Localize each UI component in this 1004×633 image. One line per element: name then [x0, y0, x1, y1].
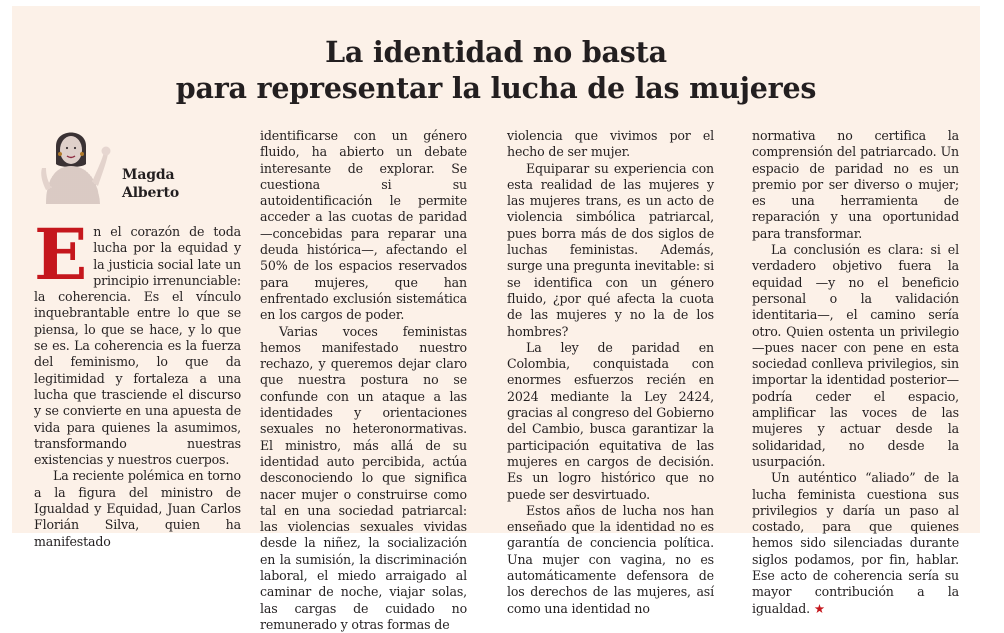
author-photo [34, 124, 112, 204]
column-4 [752, 128, 959, 617]
paragraph: identificarse con un género fluido, ha abierto un debate interesante de explorar. Se cuestiona si su autoidentificación le permite acceder a las cuotas de paridad —concebidas para reparar una deuda histórica—, afectando el 50% de los espacios reservados para mujeres, que han enfrentado exclusión sistemática en los cargos de poder. [260, 128, 467, 323]
paragraph-text: Un auténtico “aliado” de la lucha feminista cuestiona sus privilegios y daría un paso al costado, para que quienes hemos sido silenciadas durante siglos podamos, por fin, hablar. Ese acto de coherencia sería su mayor contribución a la igualdad. [752, 470, 959, 616]
paragraph [34, 213, 241, 468]
paragraph: Varias voces feministas hemos manifestado nuestro rechazo, y queremos dejar claro que nuestra postura no se confunde con un ataque a las identidades y orientaciones sexuales no heteronormativas. El ministro, más allá de su identidad auto percibida, actúa desconociendo lo que significa nacer mujer o construirse como tal en una sociedad patriarcal: las violencias sexuales vividas desde la niñez, la socialización en la sumisión, la discriminación laboral, el miedo arraigado al caminar de noche, viajar solas, las cargas de cuidado no remunerado y otras formas de [260, 323, 467, 632]
paragraph: normativa no certifica la comprensión del patriarcado. Un espacio de paridad no es un premio por ser diverso o mujer; es una herramienta de reparación y una oportunidad para transformar. [752, 128, 959, 241]
end-mark-star-icon: ★ [813, 600, 826, 616]
paragraph-text: n el corazón de toda lucha por la equidad y la justicia social late un principio irrenunciable: la coherencia. Es el vínculo inquebrantable entre lo que se piensa, lo que se hace, y lo que se es. La coherencia es la fuerza del feminismo, lo que da legitimidad y fortaleza a una lucha que trasciende el discurso y se convierte en una apuesta de vida para quienes la asumimos, transformando nuestras existencias y nuestros cuerpos. [34, 224, 241, 468]
column-1 [34, 124, 241, 550]
title-line-2: para representar la lucha de las mujeres [175, 71, 817, 105]
paragraph: La reciente polémica en torno a la figura del ministro de Igualdad y Equidad, Juan Carlos Florián Silva, quien ha manifestado [34, 468, 241, 549]
column-3 [507, 128, 714, 617]
author-first-name: Magda [122, 167, 175, 183]
paragraph: La ley de paridad en Colombia, conquistada con enormes esfuerzos recién en 2024 mediante la Ley 2424, gracias al congreso del Gobierno del Cambio, busca garantizar la participación equitativa de las mujeres en cargos de decisión. Es un logro histórico que no puede ser desvirtuado. [507, 339, 714, 502]
drop-cap: E [34, 213, 88, 296]
author-block [34, 124, 241, 210]
paragraph: Equiparar su experiencia con esta realidad de las mujeres y las mujeres trans, es un acto de violencia simbólica patriarcal, pues borra más de dos siglos de luchas feministas. Además, surge una pregunta inevitable: si se identifica con un género fluido, ¿por qué afecta la cuota de las mujeres y no la de los hombres? [507, 160, 714, 339]
article-title [12, 34, 980, 106]
article-page [12, 6, 980, 632]
title-line-1: La identidad no basta [325, 35, 667, 69]
paragraph: Estos años de lucha nos han enseñado que la identidad no es garantía de conciencia política. Una mujer con vagina, no es automáticamente defensora de los derechos de las mujeres, así como una identidad no [507, 502, 714, 616]
column-2 [260, 128, 467, 633]
paragraph: violencia que vivimos por el hecho de ser mujer. [507, 128, 714, 160]
paragraph [752, 470, 959, 617]
paragraph: La conclusión es clara: si el verdadero objetivo fuera la equidad —y no el beneficio personal o la validación identitaria—, el camino sería otro. Quien ostenta un privilegio —pues nacer con pene en esta sociedad conlleva privilegios, sin importar la identidad posterior— podría ceder el espacio, amplificar las voces de las mujeres y actuar desde la solidaridad, no desde la usurpación. [752, 242, 959, 469]
author-name [122, 166, 179, 202]
author-last-name: Alberto [122, 185, 180, 201]
